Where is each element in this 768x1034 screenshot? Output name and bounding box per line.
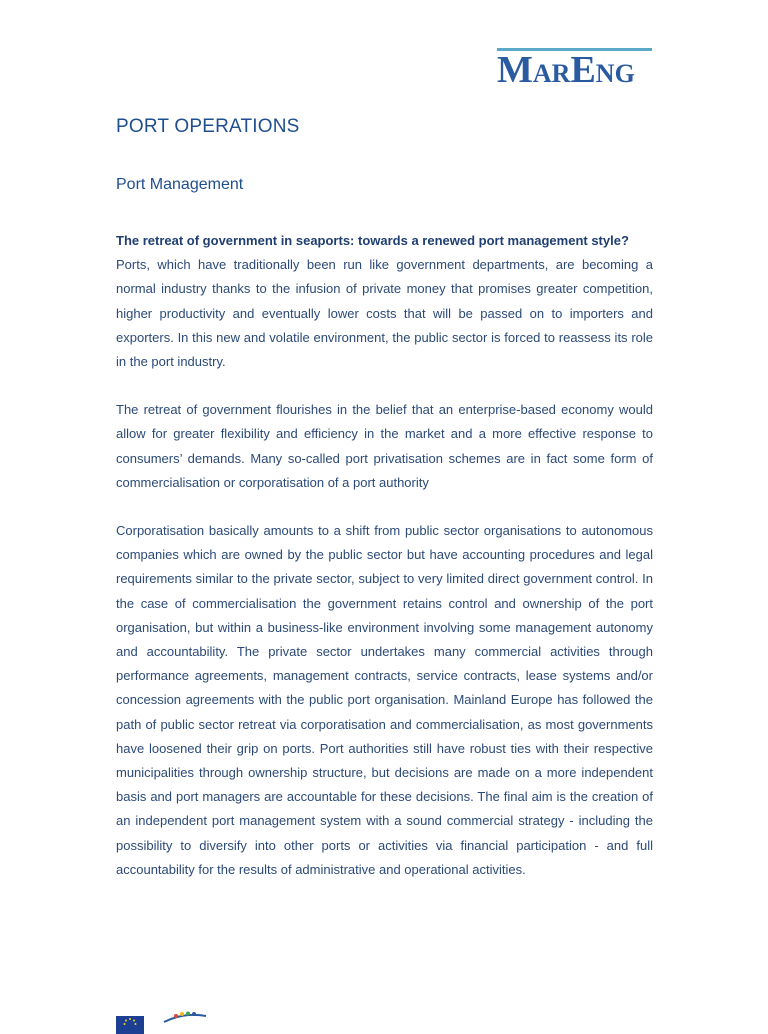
lead-question: The retreat of government in seaports: towards a renewed port management style?	[116, 233, 629, 248]
paragraph-3: Corporatisation basically amounts to a shift from public sector organisations to autonomous companies which are owned by the public sector but have accounting procedures and legal requirements similar to the private sector, subject to very limited direct government control. In the case of commercialisation the government retains control and ownership of the port organisation, but within a business-like environment involving some management autonomy and accountability. The private sector undertakes many commercial activities through performance agreements, management contracts, service contracts, lease systems and/or concession agreements with the public port organisation. Mainland Europe has followed the path of public sector retreat via corporatisation and commercialisation, as most governments have loosened their grip on ports. Port authorities still have robust ties with their respective municipalities through ownership structure, but decisions are made on a more independent basis and port managers are accountable for these decisions. The final aim is the creation of an independent port management system with a sound commercial strategy - including the possibility to diversify into other ports or activities via financial participation - and full accountability for the results of administrative and operational activities.	[116, 523, 653, 877]
footer-logos	[116, 1010, 236, 1024]
paragraph-2: The retreat of government flourishes in the belief that an enterprise-based economy would allow for greater flexibility and efficiency in the market and a more effective response to consumers’ demands. Many so-called port privatisation schemes are in fact some form of commercialisation or corporatisation of a port authority	[116, 402, 653, 490]
document-body	[116, 229, 653, 882]
section-title: Port Management	[116, 176, 244, 193]
page-title: PORT OPERATIONS	[116, 116, 300, 137]
paragraph-1: Ports, which have traditionally been run like government departments, are becoming a normal industry thanks to the infusion of private money that promises greater competition, higher productivity and eventually lower costs that will be passed on to importers and exporters. In this new and volatile environment, the public sector is forced to reassess its role in the port industry.	[116, 257, 653, 370]
mareng-logo	[497, 48, 652, 91]
eu-flag-icon	[116, 1016, 144, 1034]
logo-wordmark: MARENG	[497, 49, 635, 91]
partner-logo-icon	[162, 1010, 210, 1029]
